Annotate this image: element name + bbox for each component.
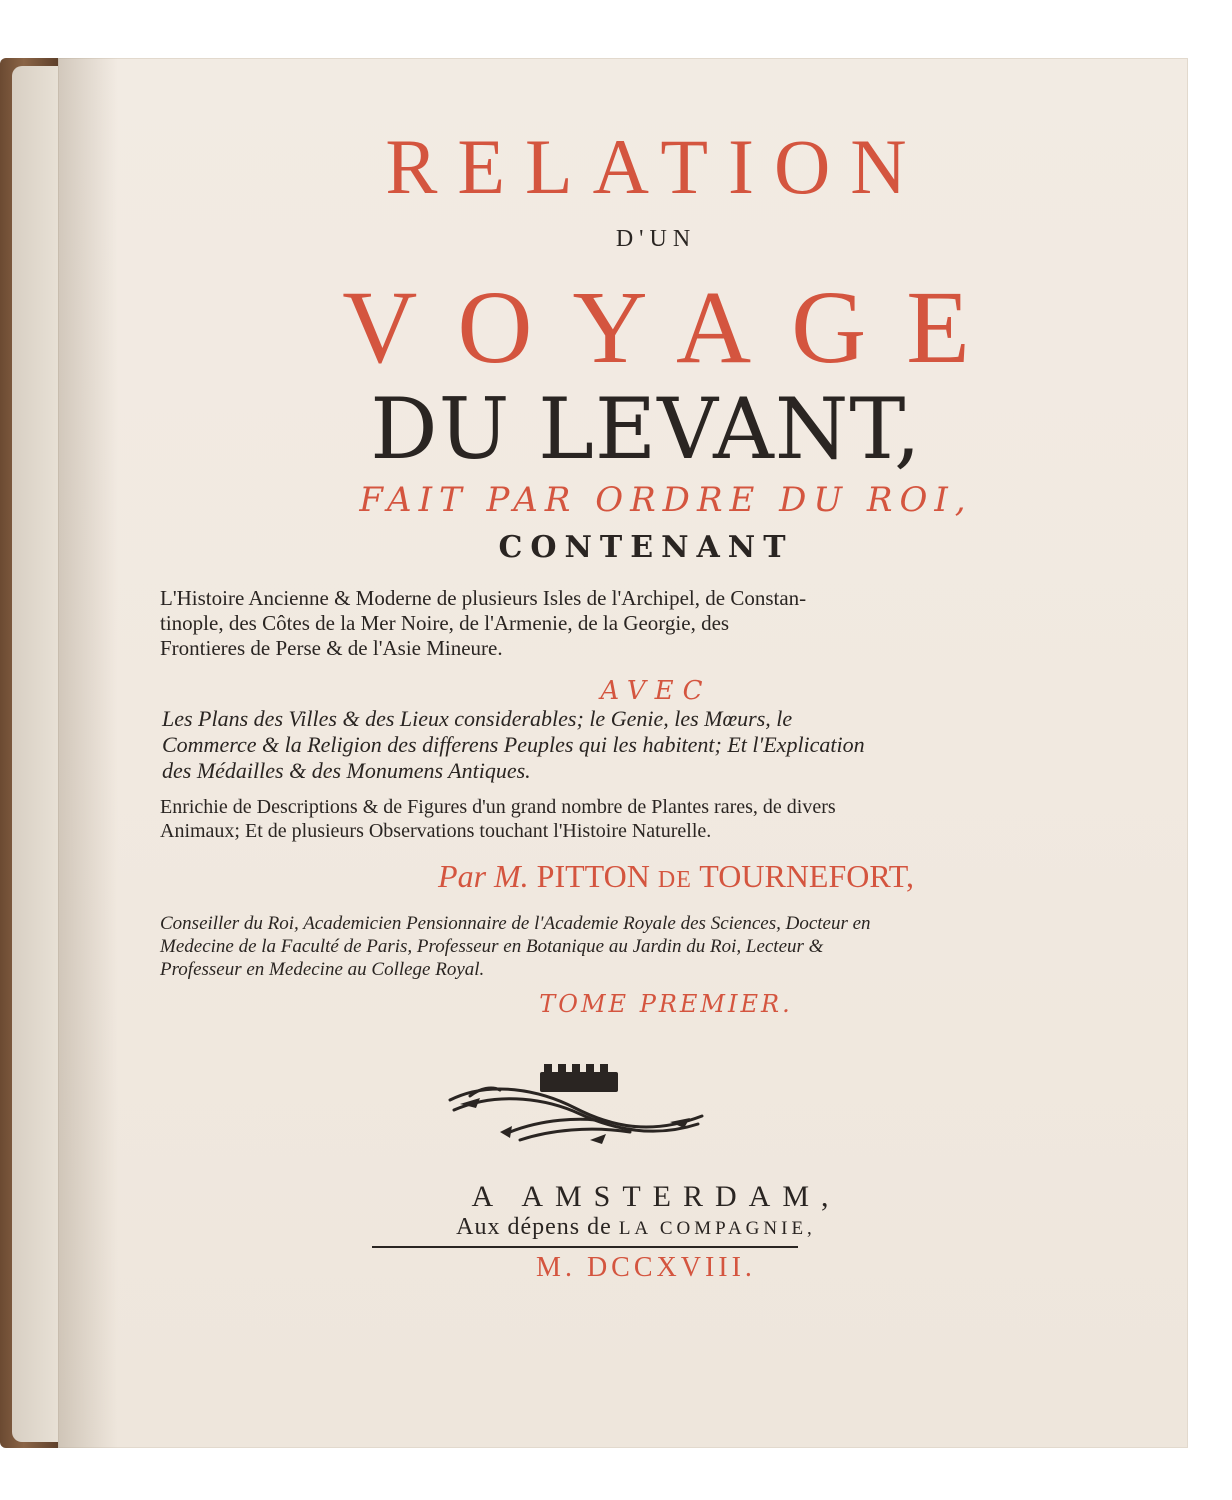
heading-contenant: CONTENANT [498,530,794,565]
text-line: Commerce & la Religion des differens Peuples qui les habitent; Et l'Explication [162,732,865,757]
paragraph-plans [162,706,992,784]
paragraph-conseiller [160,912,990,981]
author-pitton: PITTON [536,858,650,894]
paragraph-enrichie [160,795,990,843]
heading-avec: AVEC [600,676,712,706]
text-line: des Médailles & des Monumens Antiques. [162,758,531,783]
text-line: Conseiller du Roi, Academicien Pensionnaire de l'Academie Royale des Sciences, Docteur en [160,913,871,934]
text-line: Frontieres de Perse & de l'Asie Mineure. [160,636,503,660]
imprint-compagnie: LA COMPAGNIE, [618,1218,816,1239]
title-relation: RELATION [385,123,927,210]
text-line: Les Plans des Villes & des Lieux considerables; le Genie, les Mœurs, le [162,706,793,731]
tome-premier: TOME PREMIER. [539,990,793,1018]
title-du-levant: DU LEVANT, [370,380,922,478]
imprint-city: A AMSTERDAM, [471,1180,841,1213]
author-par: Par M. [438,858,529,894]
subtitle-fait-par-ordre: FAIT PAR ORDRE DU ROI, [359,480,973,520]
imprint-depens: Aux dépens de [456,1214,612,1240]
text-line: tinople, des Côtes de la Mer Noire, de l'Armenie, de la Georgie, des [160,611,730,635]
author-line [0,858,1232,895]
title-dun: D'UN [615,226,697,252]
text-line: Animaux; Et de plusieurs Observations touchant l'Histoire Naturelle. [160,820,712,842]
imprint-date: M. DCCXVIII. [536,1252,756,1283]
text-line: Professeur en Medecine au College Royal. [160,959,485,980]
author-tournefort: TOURNEFORT, [699,858,914,894]
imprint-rule [372,1246,798,1248]
printers-ornament-icon [440,1060,710,1146]
text-line: Enrichie de Descriptions & de Figures d'un grand nombre de Plantes rares, de divers [160,796,836,818]
imprint-publisher [0,1214,1232,1241]
text-line: Medecine de la Faculté de Paris, Professeur en Botanique au Jardin du Roi, Lecteur & [160,936,824,957]
author-de: DE [657,867,692,893]
paragraph-histoire [160,586,990,661]
text-line: L'Histoire Ancienne & Moderne de plusieurs Isles de l'Archipel, de Constan- [160,586,807,610]
title-voyage: VOYAGE [342,270,1010,385]
